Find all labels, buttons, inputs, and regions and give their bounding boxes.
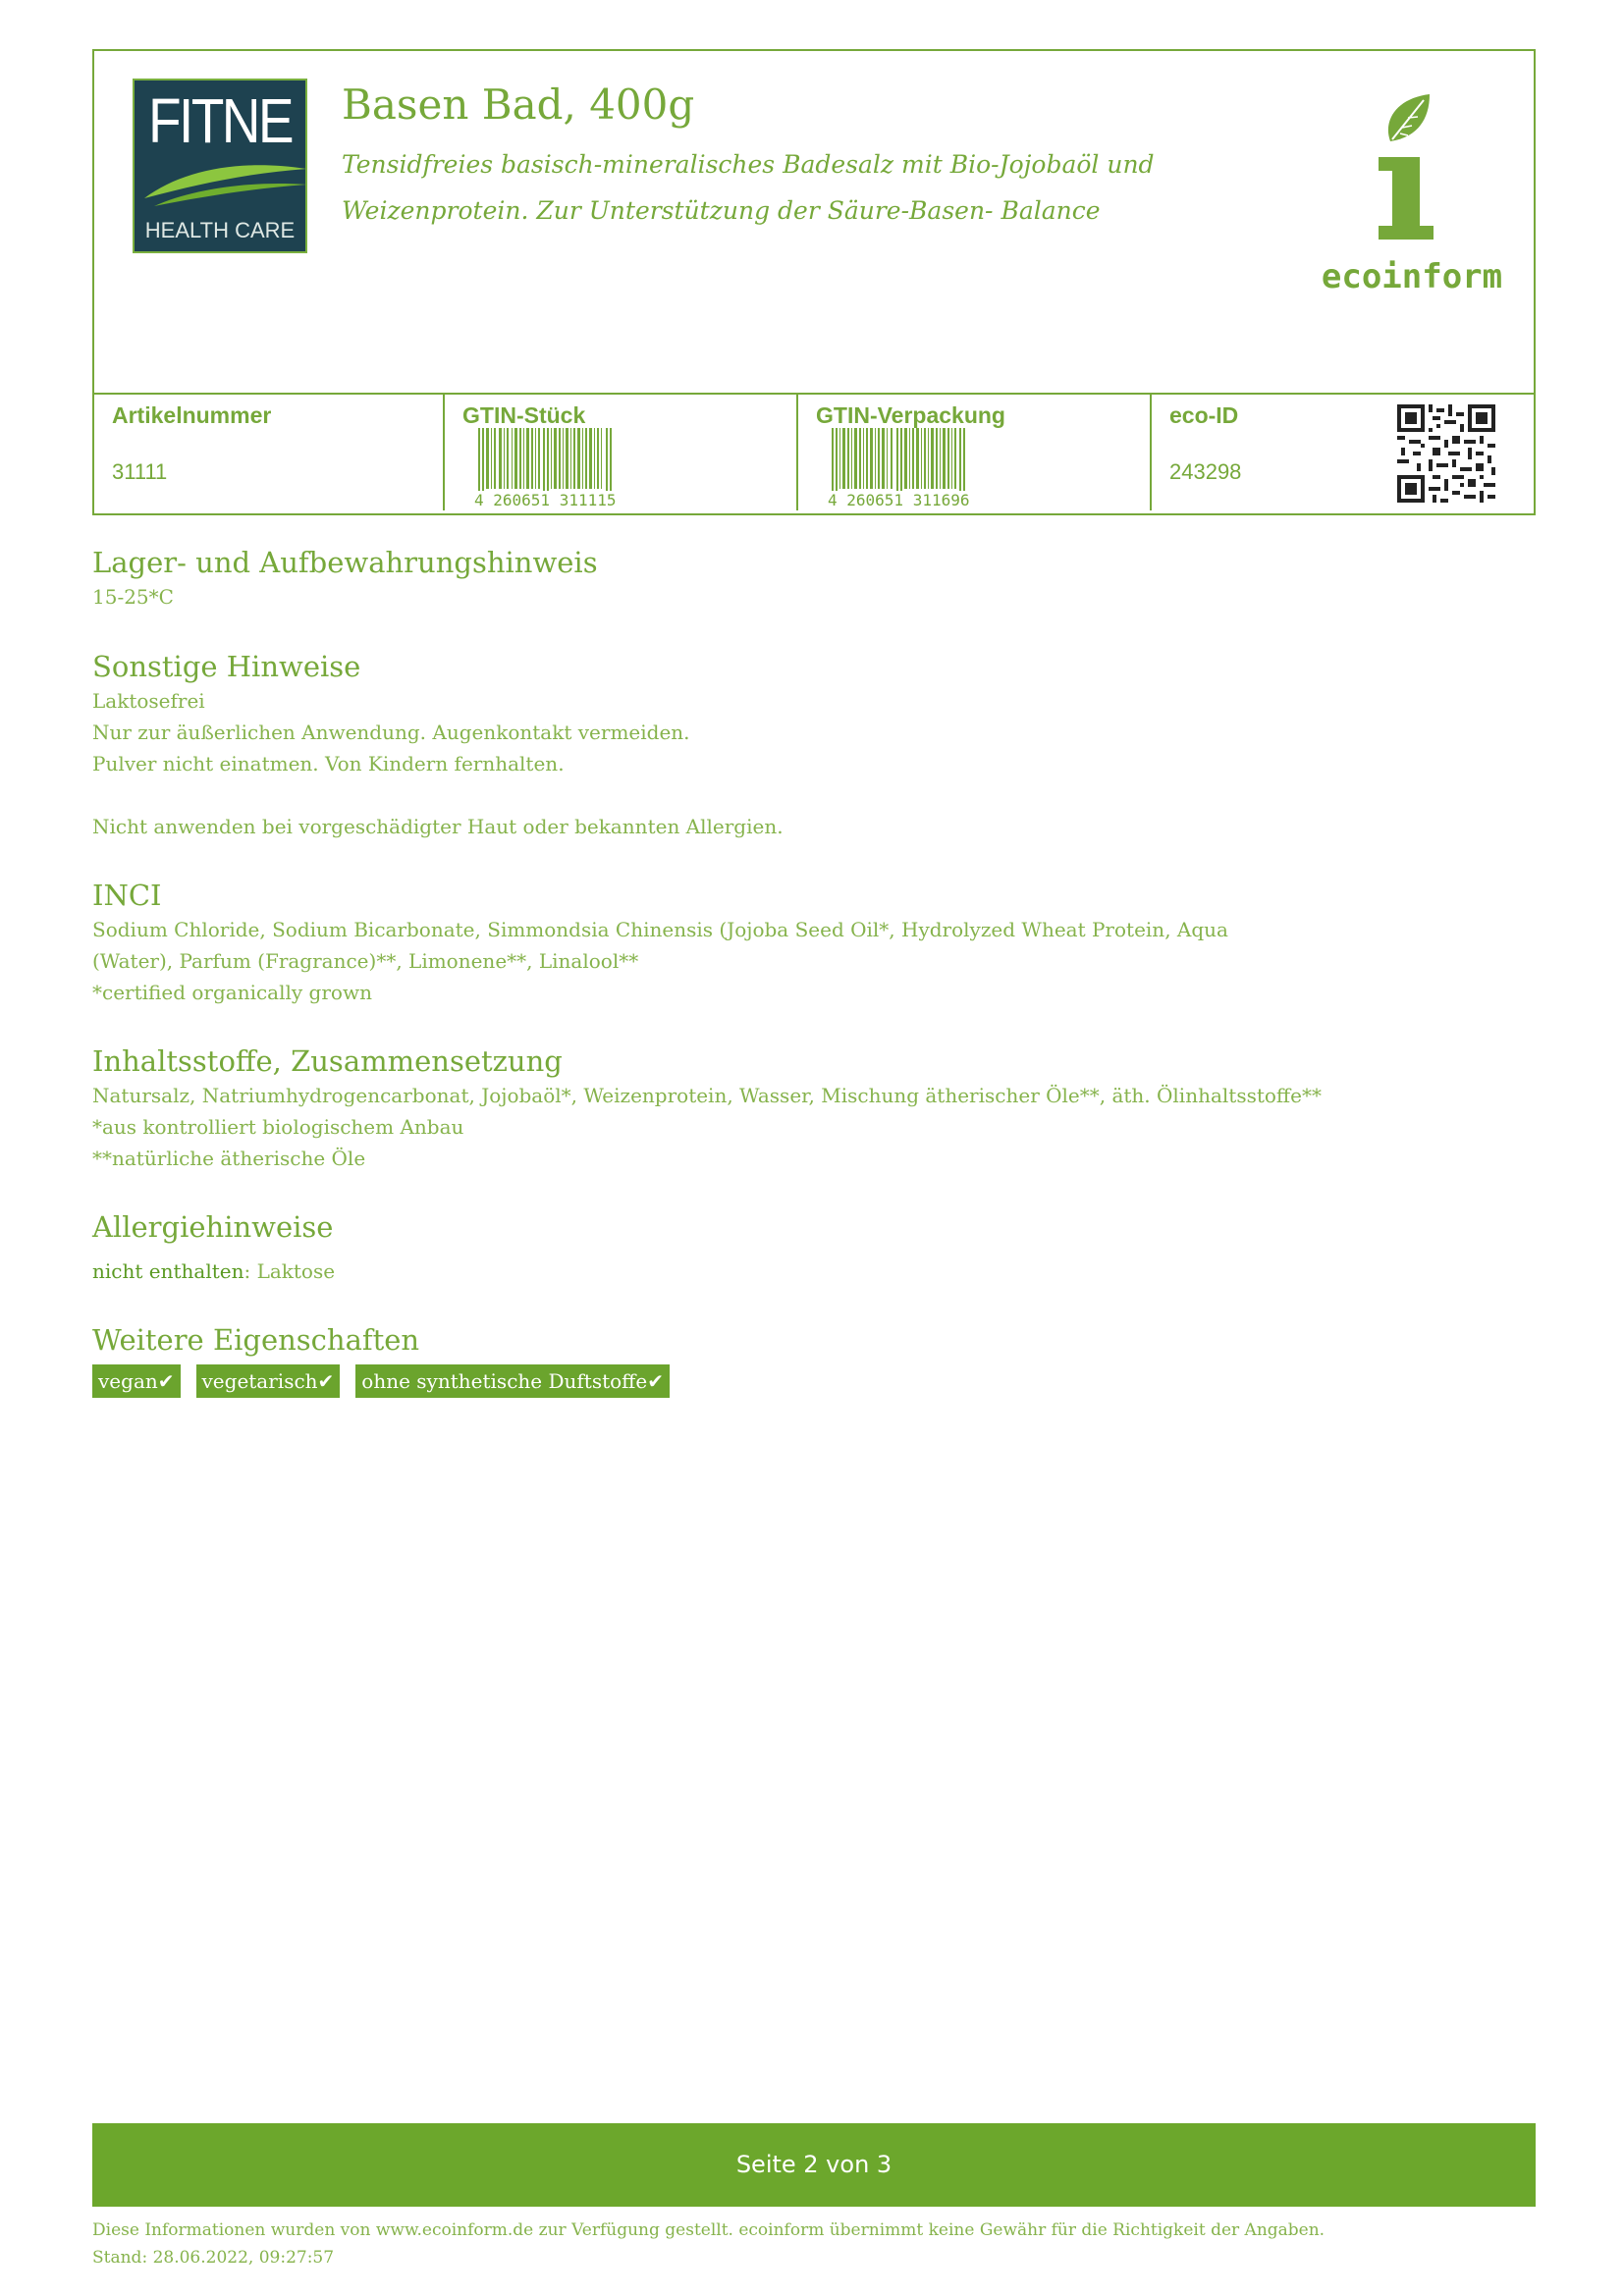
section-allergie	[92, 1210, 335, 1287]
tag-ohne-duftstoffe: ohne synthetische Duftstoffe✔	[355, 1364, 670, 1398]
ecoinform-logo	[1314, 90, 1510, 316]
section-text: Natursalz, Natriumhydrogencarbonat, Jojobaöl*, Weizenprotein, Wasser, Mischung ätherischer Öle**, äth. Ölinhaltsstoffe**	[92, 1084, 1322, 1107]
subtitle-line: Tensidfreies basisch-mineralisches Badesalz mit Bio-Jojobaöl und	[342, 150, 1155, 179]
artikelnummer-value: 31111	[112, 459, 168, 484]
product-subtitle	[342, 141, 1225, 234]
section-text: Laktosefrei	[92, 689, 205, 713]
section-heading: Allergiehinweise	[92, 1210, 334, 1244]
section-text: **natürliche ätherische Öle	[92, 1147, 366, 1170]
subtitle-line: Weizenprotein. Zur Unterstützung der Säure-Basen- Balance	[342, 196, 1101, 225]
section-text: Nur zur äußerlichen Anwendung. Augenkontakt vermeiden.	[92, 721, 690, 744]
section-text: *certified organically grown	[92, 981, 372, 1004]
logo-sub-text: HEALTH CARE	[144, 218, 296, 242]
allergie-line	[92, 1255, 335, 1287]
property-tags	[92, 1364, 670, 1398]
artikelnummer-label: Artikelnummer	[112, 402, 272, 428]
eco-id-value: 243298	[1169, 459, 1242, 484]
section-heading: Lager- und Aufbewahrungshinweis	[92, 546, 598, 579]
gtin-verpackung-value: 4 260651 311696	[828, 491, 970, 509]
section-heading: INCI	[92, 879, 162, 912]
footer-disclaimer	[92, 2216, 1325, 2271]
section-text: Pulver nicht einatmen. Von Kindern fernhalten.	[92, 752, 565, 775]
tag-vegan: vegan✔	[92, 1364, 181, 1398]
fitne-logo	[133, 79, 307, 253]
gtin-stueck-label: GTIN-Stück	[462, 402, 586, 428]
section-heading: Weitere Eigenschaften	[92, 1323, 420, 1357]
section-text: Sodium Chloride, Sodium Bicarbonate, Simmondsia Chinensis (Jojoba Seed Oil*, Hydrolyzed Wheat Protein, Aqua	[92, 918, 1228, 941]
section-inci	[92, 879, 1228, 1008]
allergie-value: : Laktose	[243, 1259, 336, 1283]
gtin-verpackung-cell	[798, 395, 1150, 515]
page-indicator: Seite 2 von 3	[92, 2123, 1536, 2207]
gtin-stueck-cell	[445, 395, 796, 515]
qr-code-icon	[1397, 404, 1495, 503]
allergie-label: nicht enthalten	[92, 1259, 244, 1283]
leaf-i-icon	[1314, 90, 1510, 257]
article-info-table	[94, 393, 1534, 515]
leaf-swoosh-icon	[135, 159, 307, 218]
section-inhaltsstoffe	[92, 1044, 1322, 1174]
section-weitere	[92, 1323, 419, 1357]
timestamp: Stand: 28.06.2022, 09:27:57	[92, 2248, 335, 2268]
section-text: *aus kontrolliert biologischem Anbau	[92, 1115, 464, 1139]
tag-vegetarisch: vegetarisch✔	[196, 1364, 341, 1398]
section-lager	[92, 546, 598, 613]
artikelnummer-cell	[94, 395, 443, 515]
eco-id-label: eco-ID	[1169, 402, 1239, 428]
product-header	[92, 49, 1536, 515]
gtin-verpackung-label: GTIN-Verpackung	[816, 402, 1005, 428]
section-text: (Water), Parfum (Fragrance)**, Limonene**, Linalool**	[92, 949, 639, 973]
section-heading: Inhaltsstoffe, Zusammensetzung	[92, 1044, 563, 1078]
gtin-stueck-value: 4 260651 311115	[474, 491, 617, 509]
section-sonstige	[92, 650, 784, 842]
logo-brand-text: FITNE	[147, 85, 293, 156]
section-text: 15-25*C	[92, 585, 174, 609]
section-heading: Sonstige Hinweise	[92, 650, 361, 683]
ecoinform-wordmark: ecoinform	[1321, 257, 1503, 296]
product-title: Basen Bad, 400g	[342, 80, 695, 129]
section-text: Nicht anwenden bei vorgeschädigter Haut oder bekannten Allergien.	[92, 815, 784, 838]
disclaimer-line: Diese Informationen wurden von www.ecoinform.de zur Verfügung gestellt. ecoinform übernimmt keine Gewähr für die Richtigkeit der Angaben.	[92, 2220, 1325, 2240]
